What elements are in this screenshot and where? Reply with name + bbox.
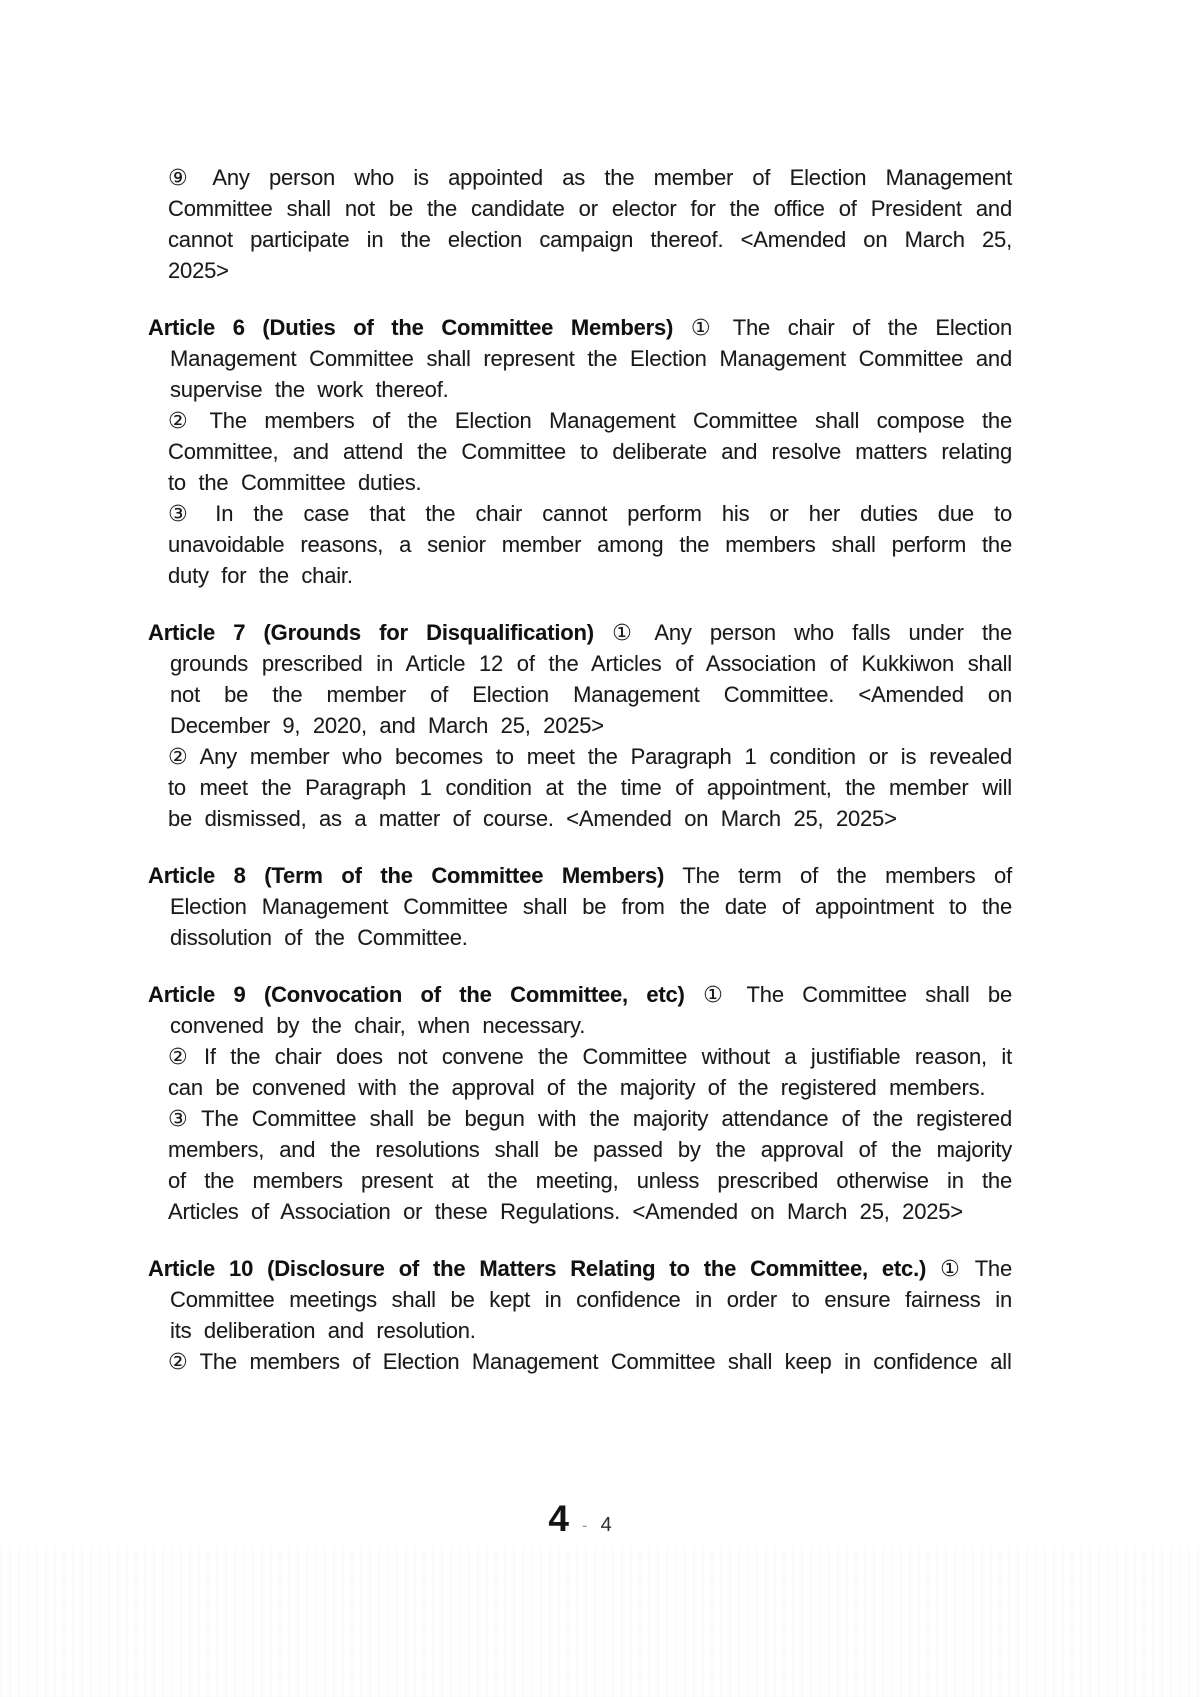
article-7-clause-2: ② Any member who becomes to meet the Paragraph 1 condition or is revealed to meet the Paragraph 1 condition at the time of appointment, the member will be dismissed, as a matter of course. <Amended on March 25, 2025> bbox=[168, 744, 1012, 831]
article-6-section bbox=[148, 312, 1012, 591]
article-9-heading: Article 9 (Convocation of the Committee, etc) bbox=[148, 982, 685, 1007]
article-10-lead-paragraph bbox=[148, 1253, 1012, 1346]
page-footer bbox=[148, 1500, 1012, 1537]
article-9-lead-paragraph bbox=[148, 979, 1012, 1041]
article-8-heading: Article 8 (Term of the Committee Members) bbox=[148, 863, 665, 888]
article-8-lead-text: The term of the members of Election Management Committee shall be from the date of appointment to the dissolution of the Committee. bbox=[170, 863, 1012, 950]
article-10-section bbox=[148, 1253, 1012, 1377]
article-6-lead-paragraph bbox=[148, 312, 1012, 405]
document-content bbox=[148, 162, 1012, 1377]
carryover-clause-9: ⑨ Any person who is appointed as the member of Election Management Committee shall not be the candidate or elector for the office of President and cannot participate in the election campaign thereof. <Amended on March 25, 2025> bbox=[168, 165, 1012, 283]
article-8-lead-paragraph bbox=[148, 860, 1012, 953]
article-9-section bbox=[148, 979, 1012, 1227]
article-7-heading: Article 7 (Grounds for Disqualification) bbox=[148, 620, 594, 645]
article-8-section bbox=[148, 860, 1012, 953]
article-10-lead-text: ① The Committee meetings shall be kept in confidence in order to ensure fairness in its deliberation and resolution. bbox=[170, 1256, 1013, 1343]
article-7-section bbox=[148, 617, 1012, 834]
article-7-lead-paragraph bbox=[148, 617, 1012, 741]
page-number-total: 4 bbox=[600, 1514, 612, 1536]
article-6-clause-3: ③ In the case that the chair cannot perform his or her duties due to unavoidable reasons, a senior member among the members shall perform the duty for the chair. bbox=[168, 501, 1012, 588]
article-6-lead-text: ① The chair of the Election Management Committee shall represent the Election Management Committee and supervise the work thereof. bbox=[170, 315, 1013, 402]
page-number-current: 4 bbox=[548, 1498, 569, 1539]
scan-noise-texture bbox=[0, 1547, 1200, 1697]
article-9-clause-3: ③ The Committee shall be begun with the majority attendance of the registered members, and the resolutions shall be passed by the approval of the majority of the members present at the meeting, unless prescribed otherwise in the Articles of Association or these Regulations. <Amended on March 25, 2025> bbox=[168, 1106, 1012, 1224]
article-9-clause-2: ② If the chair does not convene the Committee without a justifiable reason, it can be convened with the approval of the majority of the registered members. bbox=[168, 1044, 1012, 1100]
article-9-lead-text: ① The Committee shall be convened by the chair, when necessary. bbox=[170, 982, 1012, 1038]
article-6-clause-2: ② The members of the Election Management Committee shall compose the Committee, and attend the Committee to deliberate and resolve matters relating to the Committee duties. bbox=[168, 408, 1012, 495]
article-10-clause-2: ② The members of Election Management Committee shall keep in confidence all bbox=[168, 1349, 1012, 1374]
article-6-heading: Article 6 (Duties of the Committee Members) bbox=[148, 315, 674, 340]
article-7-lead-text: ① Any person who falls under the grounds prescribed in Article 12 of the Articles of Association of Kukkiwon shall not be the member of Election Management Committee. <Amended on December 9, 2020, and March 25, 2025> bbox=[170, 620, 1012, 738]
page-number-separator: - bbox=[581, 1516, 588, 1535]
article-10-heading: Article 10 (Disclosure of the Matters Relating to the Committee, etc.) bbox=[148, 1256, 927, 1281]
